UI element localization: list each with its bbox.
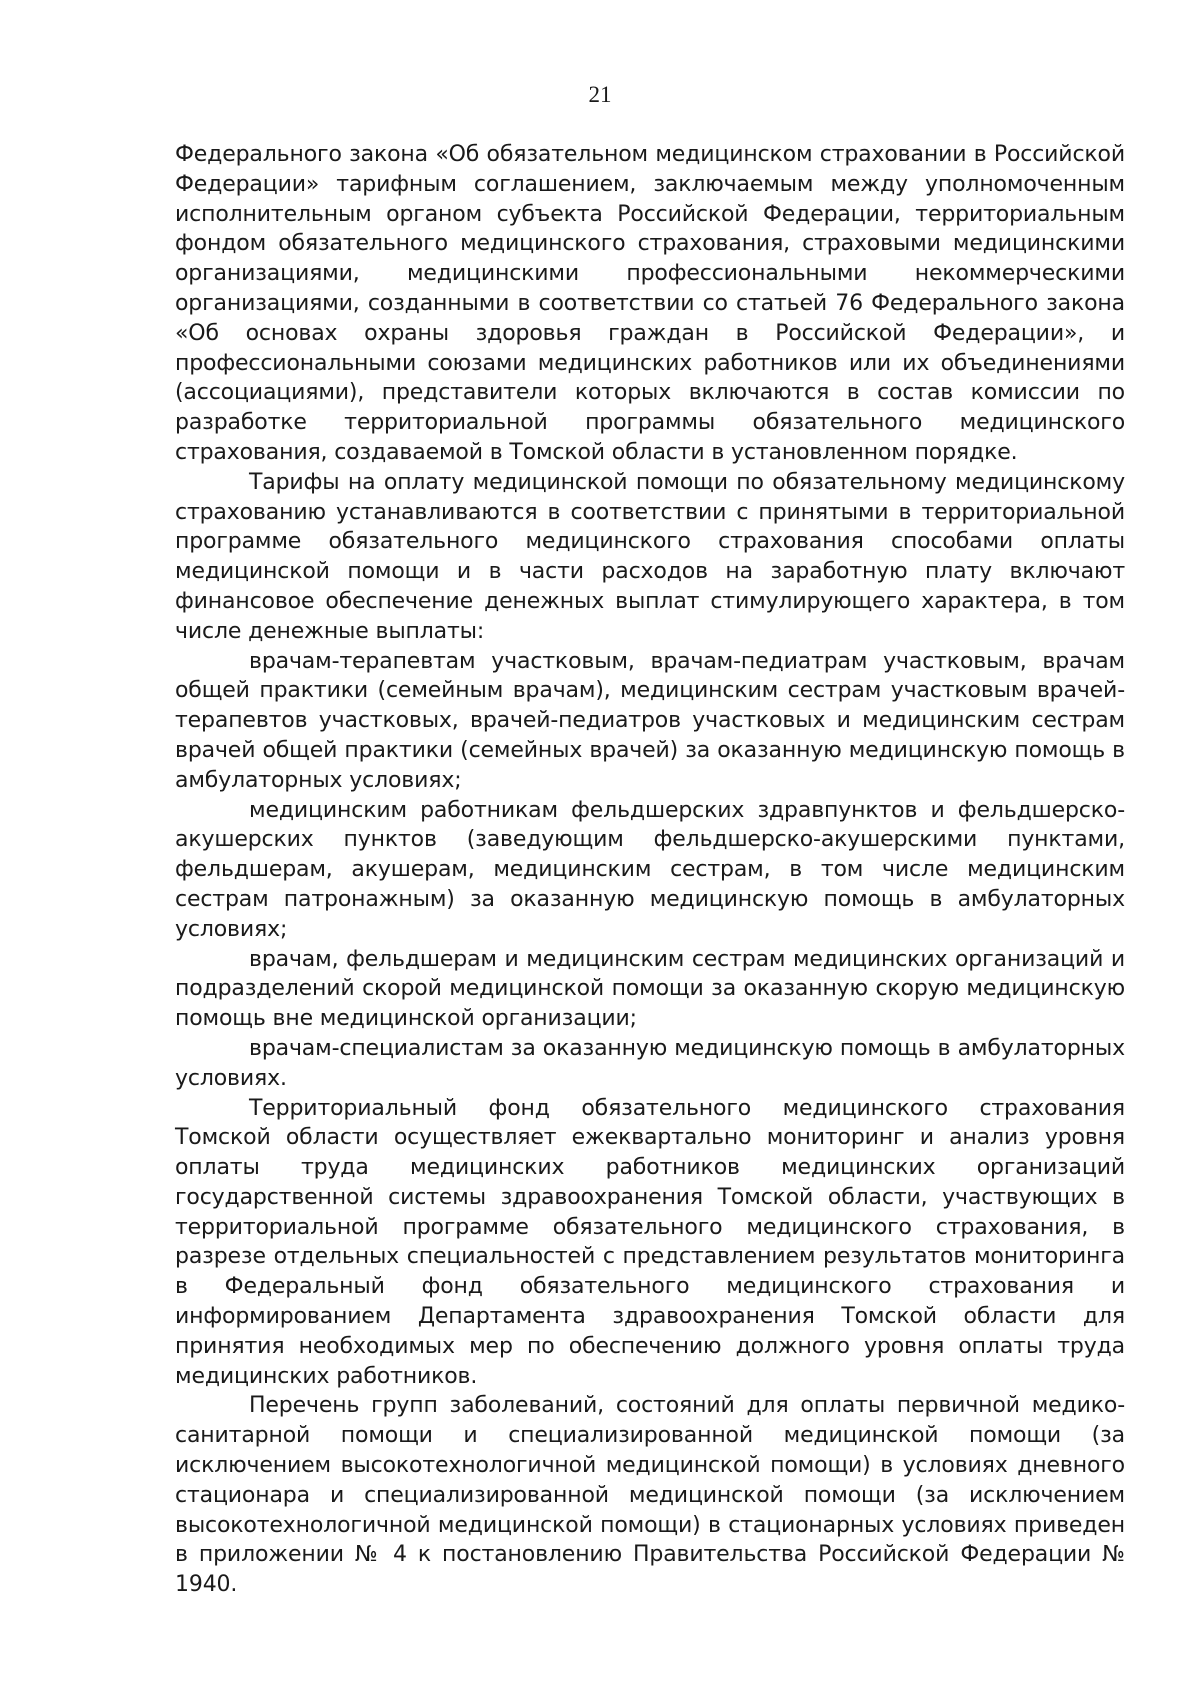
- page-number: 21: [588, 82, 612, 107]
- paragraph-7: Территориальный фонд обязательного медицинского страхования Томской области осуществляет ежеквартально мониторинг и анализ уровня оплаты труда медицинских работников медицинских организаций государственной системы здравоохранения Томской области, участвующих в территориальной программе обязательного медицинского страхования, в разрезе отдельных специальностей с представлением результатов мониторинга в Федеральный фонд обязательного медицинского страхования и информированием Департамента здравоохранения Томской области для принятия необходимых мер по обеспечению должного уровня оплаты труда медицинских работников.: [175, 1095, 1125, 1389]
- paragraph-4: медицинским работникам фельдшерских здравпунктов и фельдшерско-акушерских пунктов (заведующим фельдшерско-акушерскими пунктами, фельдшерам, акушерам, медицинским сестрам, в том числе медицинским сестрам патронажным) за оказанную медицинскую помощь в амбулаторных условиях;: [175, 797, 1125, 942]
- paragraph-1: Федерального закона «Об обязательном медицинском страховании в Российской Федерации» тарифным соглашением, заключаемым между уполномоченным исполнительным органом субъекта Российской Федерации, территориальным фондом обязательного медицинского страхования, страховыми медицинскими организациями, медицинскими профессиональными некоммерческими организациями, созданными в соответствии со статьей 76 Федерального закона «Об основах охраны здоровья граждан в Российской Федерации», и профессиональными союзами медицинских работников или их объединениями (ассоциациями), представители которых включаются в состав комиссии по разработке территориальной программы обязательного медицинского страхования, создаваемой в Томской области в установленном порядке.: [175, 142, 1125, 465]
- paragraph-5: врачам, фельдшерам и медицинским сестрам медицинских организаций и подразделений скорой медицинской помощи за оказанную скорую медицинскую помощь вне медицинской организации;: [175, 946, 1125, 1032]
- paragraph-8: Перечень групп заболеваний, состояний для оплаты первичной медико-санитарной помощи и специализированной медицинской помощи (за исключением высокотехнологичной медицинской помощи) в условиях дневного стационара и специализированной медицинской помощи (за исключением высокотехнологичной медицинской помощи) в стационарных условиях приведен в приложении № 4 к постановлению Правительства Российской Федерации № 1940.: [175, 1393, 1125, 1598]
- paragraph-3: врачам-терапевтам участковым, врачам-педиатрам участковым, врачам общей практики (семейным врачам), медицинским сестрам участковым врачей-терапевтов участковых, врачей-педиатров участковых и медицинским сестрам врачей общей практики (семейных врачей) за оказанную медицинскую помощь в амбулаторных условиях;: [175, 648, 1125, 793]
- paragraph-2: Тарифы на оплату медицинской помощи по обязательному медицинскому страхованию устанавливаются в соответствии с принятыми в территориальной программе обязательного медицинского страхования способами оплаты медицинской помощи и в части расходов на заработную плату включают финансовое обеспечение денежных выплат стимулирующего характера, в том числе денежные выплаты:: [175, 469, 1125, 644]
- paragraph-6: врачам-специалистам за оказанную медицинскую помощь в амбулаторных условиях.: [175, 1035, 1125, 1091]
- document-body: [175, 140, 1125, 1600]
